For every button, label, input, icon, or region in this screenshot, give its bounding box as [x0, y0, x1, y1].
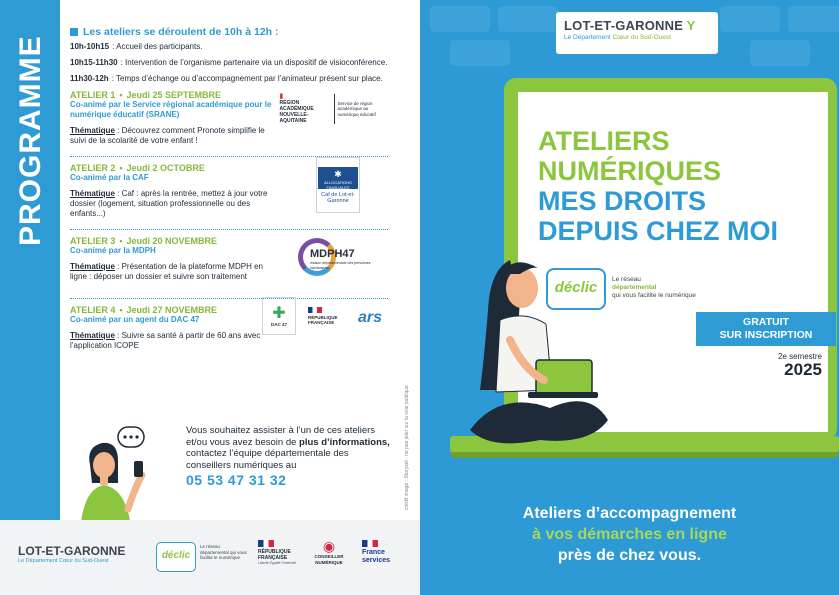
hours-title [70, 26, 400, 38]
declic-logo: déclic [546, 268, 606, 310]
tagline-line: près de chez vous. [557, 547, 702, 564]
reseau-line: qui vous facilite le numérique [612, 292, 696, 299]
bullet-square-icon [70, 28, 78, 36]
hours-title-text: Les ateliers se déroulent de 10h à 12h : [83, 26, 279, 38]
atelier-2 [70, 163, 400, 219]
schedule-row [70, 74, 400, 84]
atelier-1 [70, 90, 400, 146]
semester-label: 2e semestre [777, 352, 822, 361]
ars-logo [350, 305, 390, 331]
region-academique-logo [280, 94, 335, 124]
inscription-text: SUR INSCRIPTION [719, 329, 813, 341]
brand-name: LOT-ET-GARONNE Y [564, 18, 696, 33]
caf-logo-subtext: Caf de Lot-et-Garonne [321, 191, 355, 204]
atelier-number: ATELIER 1 [70, 90, 116, 100]
crossed-legs-shape [470, 401, 608, 443]
declic-logo-text: Le réseau départemental qui vous facilite le numérique [200, 544, 247, 560]
srane-logo [278, 94, 388, 124]
atelier-coanimator: Co-animé par un agent du DAC 47 [70, 315, 200, 324]
caf-logo [316, 157, 360, 213]
atelier-coanimator: Co-animé par le Service régional académique pour le numérique éducatif (SRANE) [70, 100, 272, 119]
atelier-title: ATELIER 4 • Jeudi 27 NOVEMBRE [70, 305, 218, 315]
schedule-desc: : Temps d’échange ou d’accompagnement par l’animateur présent sur place. [111, 74, 383, 83]
cover-panel [420, 0, 839, 595]
phone-icon [134, 461, 143, 477]
partner-logos-footer [0, 520, 420, 595]
cover-tagline [420, 503, 839, 566]
theme-label: Thématique [70, 126, 115, 135]
caf-logo-text: ALLOCATIONS FAMILIALES [324, 179, 352, 190]
theme-text: : Présentation de la plateforme MDPH en ligne : déposer un dossier et suivre son traitement [70, 262, 263, 281]
marianne-icon: ▮ [279, 93, 284, 100]
headline-line: MES DROITS [538, 186, 707, 216]
theme-text: : Suivre sa santé à partir de 60 ans avec l’application ICOPE [70, 331, 261, 350]
theme-label: Thématique [70, 189, 115, 198]
atelier-coanimator: Co-animé par la MDPH [70, 246, 156, 255]
contact-block [186, 425, 396, 487]
reseau-highlight: départemental [612, 284, 657, 291]
theme-text: : Caf : après la rentrée, mettez à jour votre dossier (logement, situation professionnelle ou des enfants...) [70, 189, 268, 218]
headline-line: ATELIERS [538, 126, 670, 156]
atelier-number: ATELIER 2 [70, 163, 116, 173]
contact-text-after: contactez l’équipe départementale des conseillers numériques au [186, 448, 349, 471]
reseau-line: Le réseau [612, 276, 641, 283]
theme-label: Thématique [70, 331, 115, 340]
atelier-title: ATELIER 1 • Jeudi 25 SEPTEMBRE [70, 90, 222, 100]
theme-text: : Découvrez comment Pronote simplifie le suivi de la scolarité de votre enfant ! [70, 126, 265, 145]
france-services-text: France services [362, 549, 391, 564]
atelier-theme [70, 126, 280, 146]
dac47-logo [262, 297, 296, 335]
declic-logo: déclic [156, 542, 196, 572]
flag-icon [308, 307, 322, 313]
conseiller-text: CONSEILLER NUMÉRIQUE [314, 554, 344, 565]
phone-number[interactable]: 05 53 47 31 32 [186, 472, 287, 488]
free-registration-badge [696, 312, 836, 346]
mdph-logo [296, 234, 374, 280]
flag-icon [362, 540, 378, 547]
tagline-line: Ateliers d’accompagnement [522, 505, 737, 522]
headline-line: NUMÉRIQUES [538, 156, 722, 186]
dac-cross-icon: ✚ [272, 304, 286, 322]
rf-text: RÉPUBLIQUE FRANÇAISE [258, 549, 291, 561]
theme-label: Thématique [70, 262, 115, 271]
image-credit: crédit image : Storyset - ne pas jeter sur la voie publique [404, 385, 410, 510]
conseiller-numerique-logo [308, 538, 350, 565]
atelier-title: ATELIER 3 • Jeudi 20 NOVEMBRE [70, 236, 218, 246]
gratuit-text: GRATUIT [743, 316, 789, 328]
atelier-number: ATELIER 3 [70, 236, 116, 246]
mdph-logo-subtext: maison départementale des personnes handicapées [310, 261, 371, 270]
cover-headline [538, 126, 778, 246]
brand-mark-icon: Y [686, 18, 696, 33]
atelier-number: ATELIER 4 [70, 305, 116, 315]
logo-subtext: Service de région académique au numérique éducatif [337, 100, 376, 117]
schedule-row [70, 42, 400, 52]
schedule-desc: : Accueil des participants. [112, 42, 203, 51]
atelier-theme [70, 262, 280, 282]
location-pin-icon: ◉ [322, 538, 336, 554]
face-shape [93, 452, 115, 478]
logo-text: RÉGION ACADÉMIQUE NOUVELLE-AQUITAINE [279, 100, 314, 124]
flag-icon [258, 540, 274, 547]
programme-vertical-title: PROGRAMME [14, 35, 47, 246]
atelier-date: Jeudi 27 NOVEMBRE [126, 305, 218, 315]
atelier-theme [70, 331, 280, 351]
schedule-row [70, 58, 400, 68]
atelier-4 [70, 305, 400, 357]
brand-subtitle: Le Département Cœur du Sud-Ouest [564, 34, 671, 41]
schedule-time: 10h-10h15 [70, 42, 110, 51]
brand-name: LOT-ET-GARONNE [18, 544, 126, 558]
tagline-line: à vos démarches en ligne [532, 526, 727, 543]
contact-bold-text: plus d’informations, [299, 436, 390, 448]
atelier-theme [70, 189, 280, 219]
atelier-coanimator: Co-animé par la CAF [70, 173, 149, 182]
schedule-time: 11h30-12h [70, 74, 109, 83]
caf-emblem-icon: ✱ ALLOCATIONS FAMILIALES [318, 167, 358, 189]
ars-logo-text: ars [357, 309, 383, 326]
contact-text: Vous souhaitez assister à l’un de ces ateliers et/ou vous avez besoin de [186, 425, 376, 448]
dotted-divider [70, 229, 388, 230]
woman-laptop-illustration [440, 240, 630, 470]
rf-motto: Liberté Égalité Fraternité [258, 561, 297, 565]
brand-subtitle: Le Département Cœur du Sud-Ouest [18, 558, 109, 564]
mdph-logo-text: MDPH47 [310, 248, 355, 260]
lot-et-garonne-logo [18, 544, 125, 564]
semester-info [752, 352, 822, 379]
program-content [70, 26, 400, 357]
dac-logo-text: DAC 47 [270, 321, 287, 327]
atelier-3 [70, 236, 400, 288]
atelier-title: ATELIER 2 • Jeudi 2 OCTOBRE [70, 163, 205, 173]
woman-phone-illustration [70, 425, 180, 535]
atelier-date: Jeudi 25 SEPTEMBRE [126, 90, 222, 100]
headline-line: DEPUIS CHEZ MOI [538, 216, 779, 246]
schedule-desc: : Intervention de l’organisme partenaire via un dispositif de visioconférence. [120, 58, 388, 67]
atelier-date: Jeudi 20 NOVEMBRE [126, 236, 218, 246]
semester-year: 2025 [784, 360, 822, 379]
france-services-logo [362, 540, 406, 565]
lot-et-garonne-brand [556, 12, 718, 54]
schedule-time: 10h15-11h30 [70, 58, 118, 67]
atelier-date: Jeudi 2 OCTOBRE [126, 163, 205, 173]
republique-francaise-logo [258, 540, 302, 565]
rf-logo-text: RÉPUBLIQUE FRANÇAISE [308, 315, 338, 325]
republique-logo [308, 299, 342, 333]
